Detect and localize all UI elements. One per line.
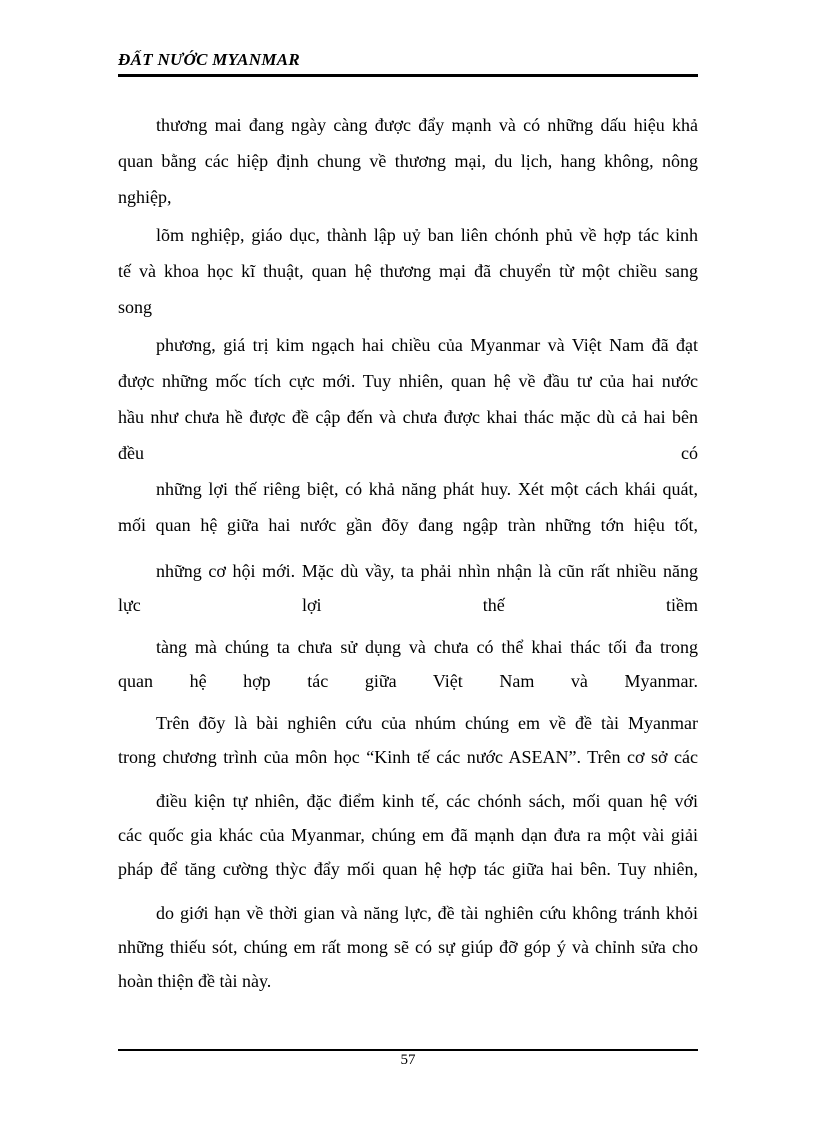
text-line: tế và khoa học kĩ thuật, quan hệ thương mại đã chuyển từ một chiều sang bbox=[118, 261, 698, 281]
text-line: tàng mà chúng ta chưa sử dụng và chưa có thể khai thác tối đa trong bbox=[156, 637, 698, 657]
text-line: song bbox=[118, 297, 153, 317]
text-line: mối quan hệ giữa hai nước gần đõy đang ngập tràn những tớn hiệu tốt, bbox=[118, 515, 698, 535]
text-line: những cơ hội mới. Mặc dù vầy, ta phải nhìn nhận là cũn rất nhiều năng bbox=[156, 561, 698, 581]
text-line: quan bằng các hiệp định chung về thương mại, du lịch, hang không, nông bbox=[118, 151, 698, 171]
text-line: quan hệ hợp tác giữa Việt Nam và Myanmar. bbox=[118, 671, 698, 691]
text-line: do giới hạn về thời gian và năng lực, đề tài nghiên cứu không tránh khỏi bbox=[156, 903, 698, 923]
text-line: hoàn thiện đề tài này. bbox=[118, 971, 272, 991]
running-header-title: ĐẤT NƯỚC MYANMAR bbox=[118, 50, 301, 69]
text-line: lõm nghiệp, giáo dục, thành lập uỷ ban liên chónh phủ về hợp tác kinh bbox=[156, 225, 698, 245]
header-rule bbox=[118, 74, 698, 77]
text-line: Trên đõy là bài nghiên cứu của nhúm chúng em về đề tài Myanmar bbox=[156, 713, 698, 733]
text-line: lực lợi thế tiềm bbox=[118, 595, 698, 615]
text-line: thương mai đang ngày càng được đẩy mạnh và có những dấu hiệu khả bbox=[156, 115, 698, 135]
text-line: những thiếu sót, chúng em rất mong sẽ có sự giúp đỡ góp ý và chỉnh sửa cho bbox=[118, 937, 698, 957]
text-line: nghiệp, bbox=[118, 187, 172, 207]
text-line: hầu như chưa hề được đề cập đến và chưa được khai thác mặc dù cả hai bên bbox=[118, 407, 698, 427]
page-number: 57 bbox=[400, 1052, 416, 1068]
text-line: điều kiện tự nhiên, đặc điểm kinh tế, các chónh sách, mối quan hệ với bbox=[156, 791, 698, 811]
text-line: pháp để tăng cường thỳc đẩy mối quan hệ hợp tác giữa hai bên. Tuy nhiên, bbox=[118, 859, 698, 879]
text-line: phương, giá trị kim ngạch hai chiều của Myanmar và Việt Nam đã đạt bbox=[156, 335, 698, 355]
text-line: các quốc gia khác của Myanmar, chúng em đã mạnh dạn đưa ra một vài giải bbox=[118, 825, 698, 845]
text-line: đều có bbox=[118, 443, 698, 463]
text-line: những lợi thế riêng biệt, có khả năng phát huy. Xét một cách khái quát, bbox=[156, 479, 698, 499]
text-line: được những mốc tích cực mới. Tuy nhiên, quan hệ về đầu tư của hai nước bbox=[118, 371, 698, 391]
text-line: trong chương trình của môn học “Kinh tế các nước ASEAN”. Trên cơ sở các bbox=[118, 747, 698, 767]
